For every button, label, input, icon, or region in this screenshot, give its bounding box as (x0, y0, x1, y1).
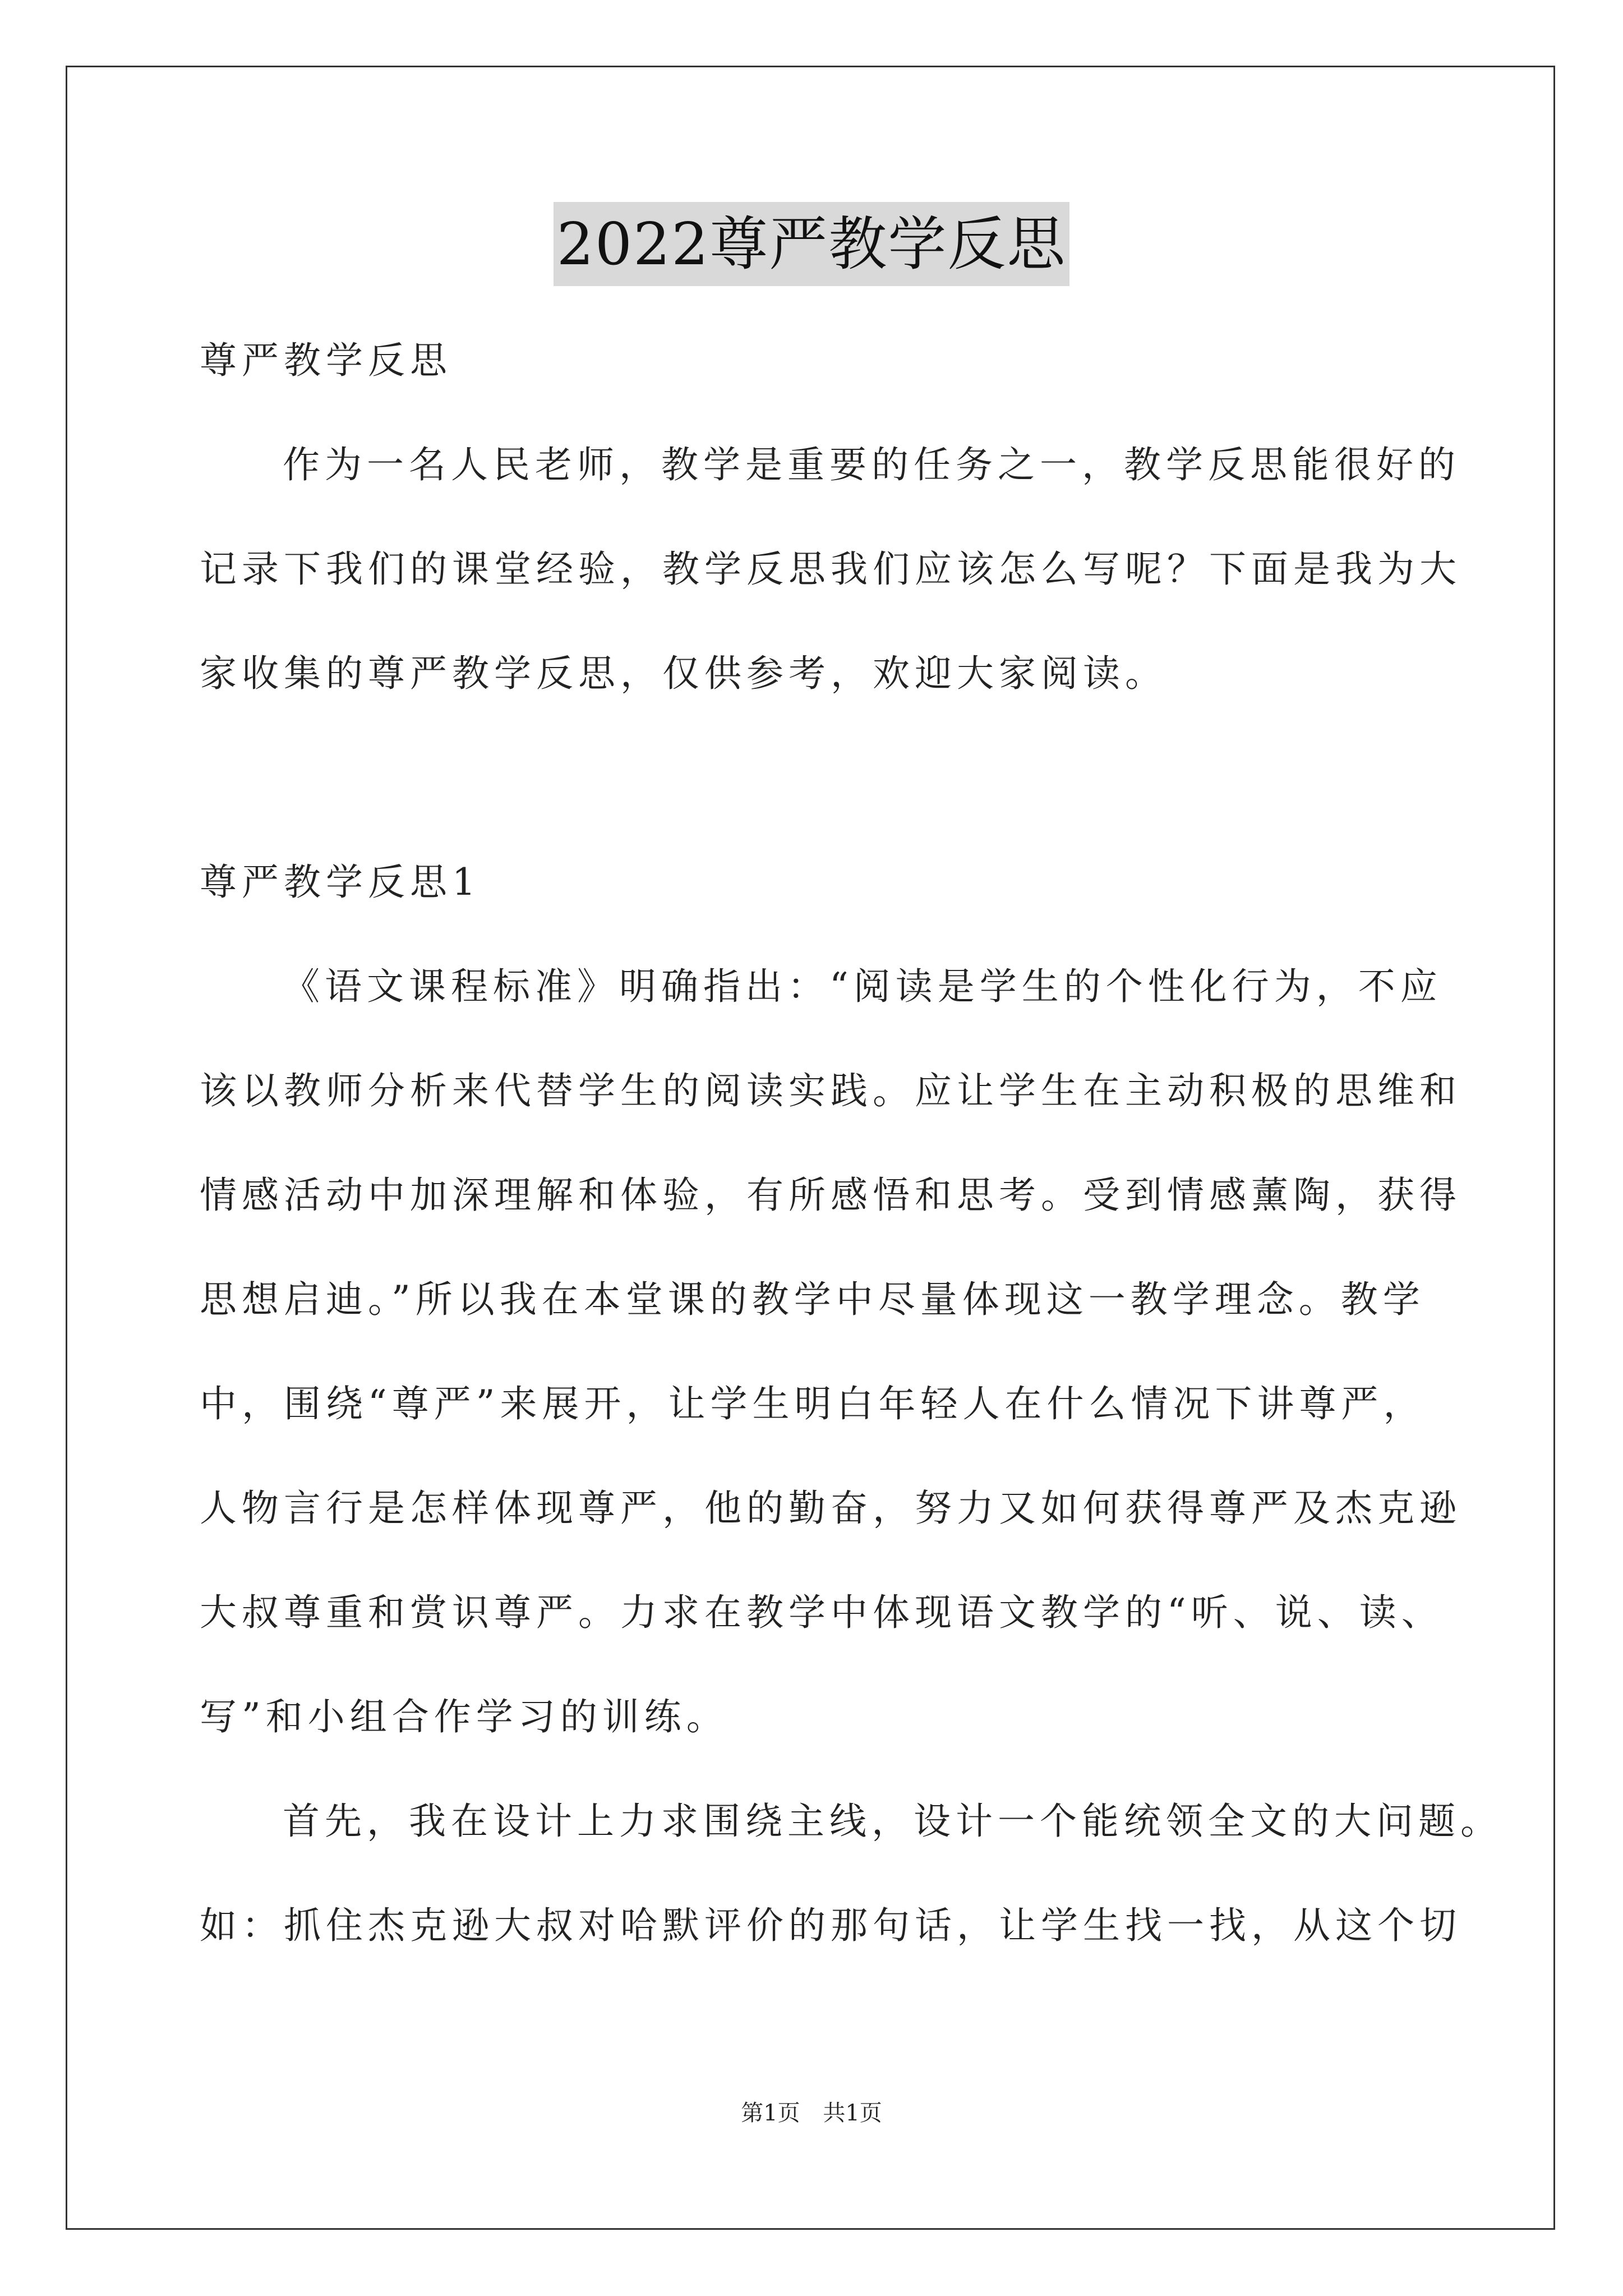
blank-line (200, 726, 1433, 830)
intro-line: 记录下我们的课堂经验，教学反思我们应该怎么写呢？下面是我为大 (200, 547, 1461, 591)
page-footer (0, 2095, 1623, 2127)
intro-line: 家收集的尊严教学反思，仅供参考，欢迎大家阅读。 (200, 652, 1167, 695)
intro-line: 作为一名人民老师，教学是重要的任务之一，教学反思能很好的 (283, 443, 1460, 486)
paragraph-line: 大叔尊重和赏识尊严。力求在教学中体现语文教学的“听、说、读、 (200, 1591, 1444, 1634)
page-number-current: 第1页 (741, 2100, 800, 2126)
section-heading: 尊严教学反思1 (200, 861, 481, 904)
document-subtitle: 尊严教学反思 (200, 339, 452, 382)
document-title: 2022尊严教学反思 (554, 202, 1070, 286)
paragraph-line: 《语文课程标准》明确指出：“阅读是学生的个性化行为，不应 (283, 965, 1442, 1008)
paragraph-line: 首先，我在设计上力求围绕主线，设计一个能统领全文的大问题。 (283, 1800, 1502, 1843)
paragraph-line: 情感活动中加深理解和体验，有所感悟和思考。受到情感薰陶，获得 (200, 1174, 1461, 1217)
paragraph-line: 思想启迪。”所以我在本堂课的教学中尽量体现这一教学理念。教学 (200, 1278, 1425, 1321)
paragraph-line: 如：抓住杰克逊大叔对哈默评价的那句话，让学生找一找，从这个切 (200, 1904, 1461, 1947)
page-number-total: 共1页 (823, 2100, 882, 2126)
paragraph-line: 该以教师分析来代替学生的阅读实践。应让学生在主动积极的思维和 (200, 1069, 1461, 1112)
document-body (200, 309, 1502, 1978)
paragraph-line: 人物言行是怎样体现尊严，他的勤奋，努力又如何获得尊严及杰克逊 (200, 1487, 1461, 1530)
paragraph-line: 写”和小组合作学习的训练。 (200, 1695, 728, 1738)
paragraph-line: 中，围绕“尊严”来展开，让学生明白年轻人在什么情况下讲尊严， (200, 1382, 1426, 1425)
title-container (0, 202, 1623, 286)
